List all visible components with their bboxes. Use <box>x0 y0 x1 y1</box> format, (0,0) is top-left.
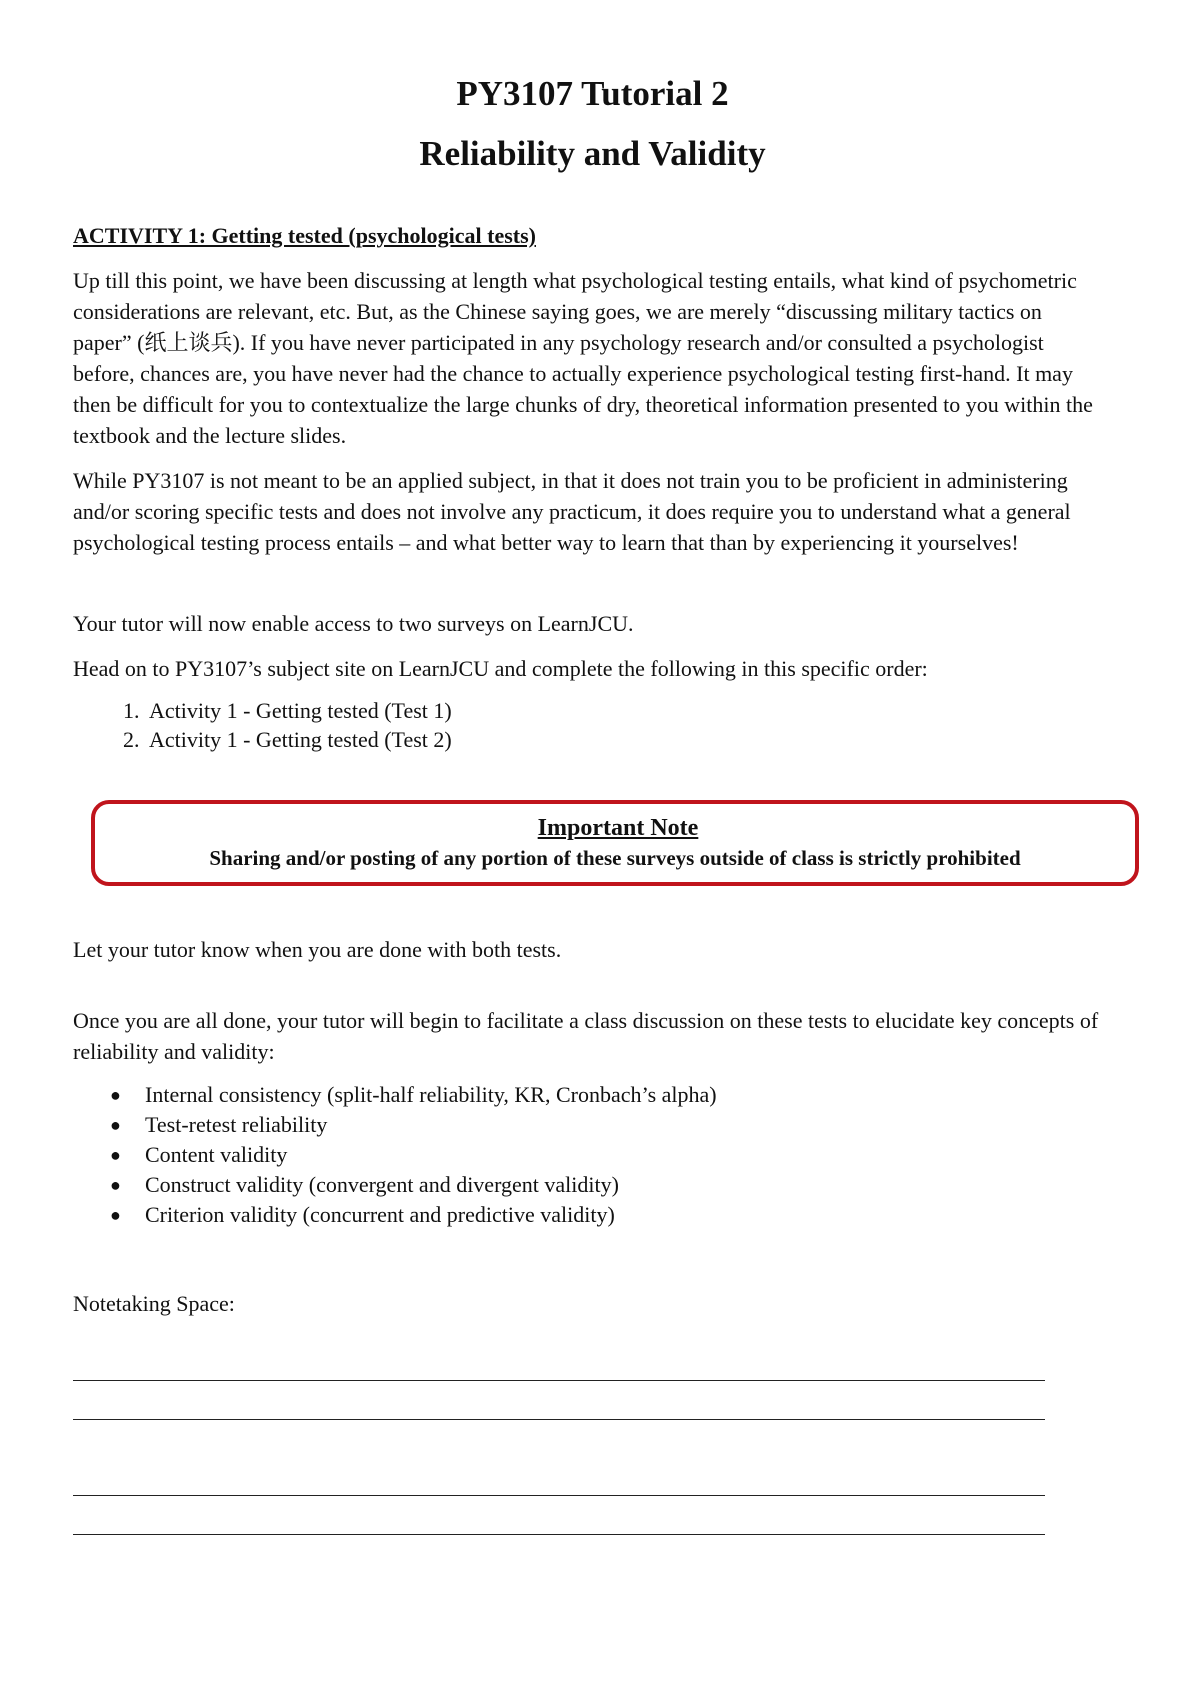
bullet-icon: ● <box>110 1175 121 1195</box>
bullet-icon: ● <box>110 1205 121 1225</box>
page-subtitle: Reliability and Validity <box>419 134 766 173</box>
note-text: Sharing and/or posting of any portion of these surveys outside of class is strictly prohibited <box>209 846 1021 870</box>
list-item-text: Criterion validity (concurrent and predictive validity) <box>145 1202 615 1227</box>
activity-heading: ACTIVITY 1: Getting tested (psychological tests) <box>73 223 536 248</box>
list-item <box>110 1140 1100 1170</box>
list-item <box>110 1170 1100 1200</box>
important-note-box <box>91 800 1139 886</box>
concept-list <box>73 1080 1100 1230</box>
tutor-notice-paragraph: Let your tutor know when you are done with both tests. <box>73 937 562 962</box>
list-item-text: Construct validity (convergent and divergent validity) <box>145 1172 619 1197</box>
list-item <box>110 1110 1100 1140</box>
list-item: 1. Activity 1 - Getting tested (Test 1) <box>145 696 1100 725</box>
purpose-paragraph: While PY3107 is not meant to be an applied subject, in that it does not train you to be proficient in administering and/or scoring specific tests and does not involve any practicum, it does require you to understand what a general psychological testing process entails – and what better way to learn that than by experiencing it yourselves! <box>73 468 1071 555</box>
test-list <box>73 696 1100 754</box>
list-item-text: Test-retest reliability <box>145 1112 328 1137</box>
bullet-icon: ● <box>110 1145 121 1165</box>
notetaking-line[interactable] <box>73 1419 1045 1420</box>
list-item-text: Content validity <box>145 1142 288 1167</box>
list-item: 2. Activity 1 - Getting tested (Test 2) <box>145 725 1100 754</box>
notetaking-line[interactable] <box>73 1534 1045 1535</box>
bullet-icon: ● <box>110 1085 121 1105</box>
notetaking-label: Notetaking Space: <box>73 1291 235 1316</box>
bullet-icon: ● <box>110 1115 121 1135</box>
page-title: PY3107 Tutorial 2 <box>456 74 729 113</box>
list-item <box>110 1200 1100 1230</box>
survey-access-paragraph: Your tutor will now enable access to two surveys on LearnJCU. <box>73 611 634 636</box>
notetaking-line[interactable] <box>73 1495 1045 1496</box>
note-title: Important Note <box>537 815 699 841</box>
instructions-paragraph: Head on to PY3107’s subject site on LearnJCU and complete the following in this specific order: <box>73 656 928 681</box>
list-item-text: Internal consistency (split-half reliability, KR, Cronbach’s alpha) <box>145 1082 717 1107</box>
notetaking-line[interactable] <box>73 1380 1045 1381</box>
list-item <box>110 1080 1100 1110</box>
intro-paragraph: Up till this point, we have been discussing at length what psychological testing entails, what kind of psychometric considerations are relevant, etc. But, as the Chinese saying goes, we are merely “discussing military tactics on paper” (纸上谈兵). If you have never participated in any psychology research and/or consulted a psychologist before, chances are, you have never had the chance to actually experience psychological testing first-hand. It may then be difficult for you to contextualize the large chunks of dry, theoretical information presented to you within the textbook and the lecture slides. <box>73 268 1093 448</box>
discussion-paragraph: Once you are all done, your tutor will begin to facilitate a class discussion on these tests to elucidate key concepts of reliability and validity: <box>73 1008 1099 1064</box>
